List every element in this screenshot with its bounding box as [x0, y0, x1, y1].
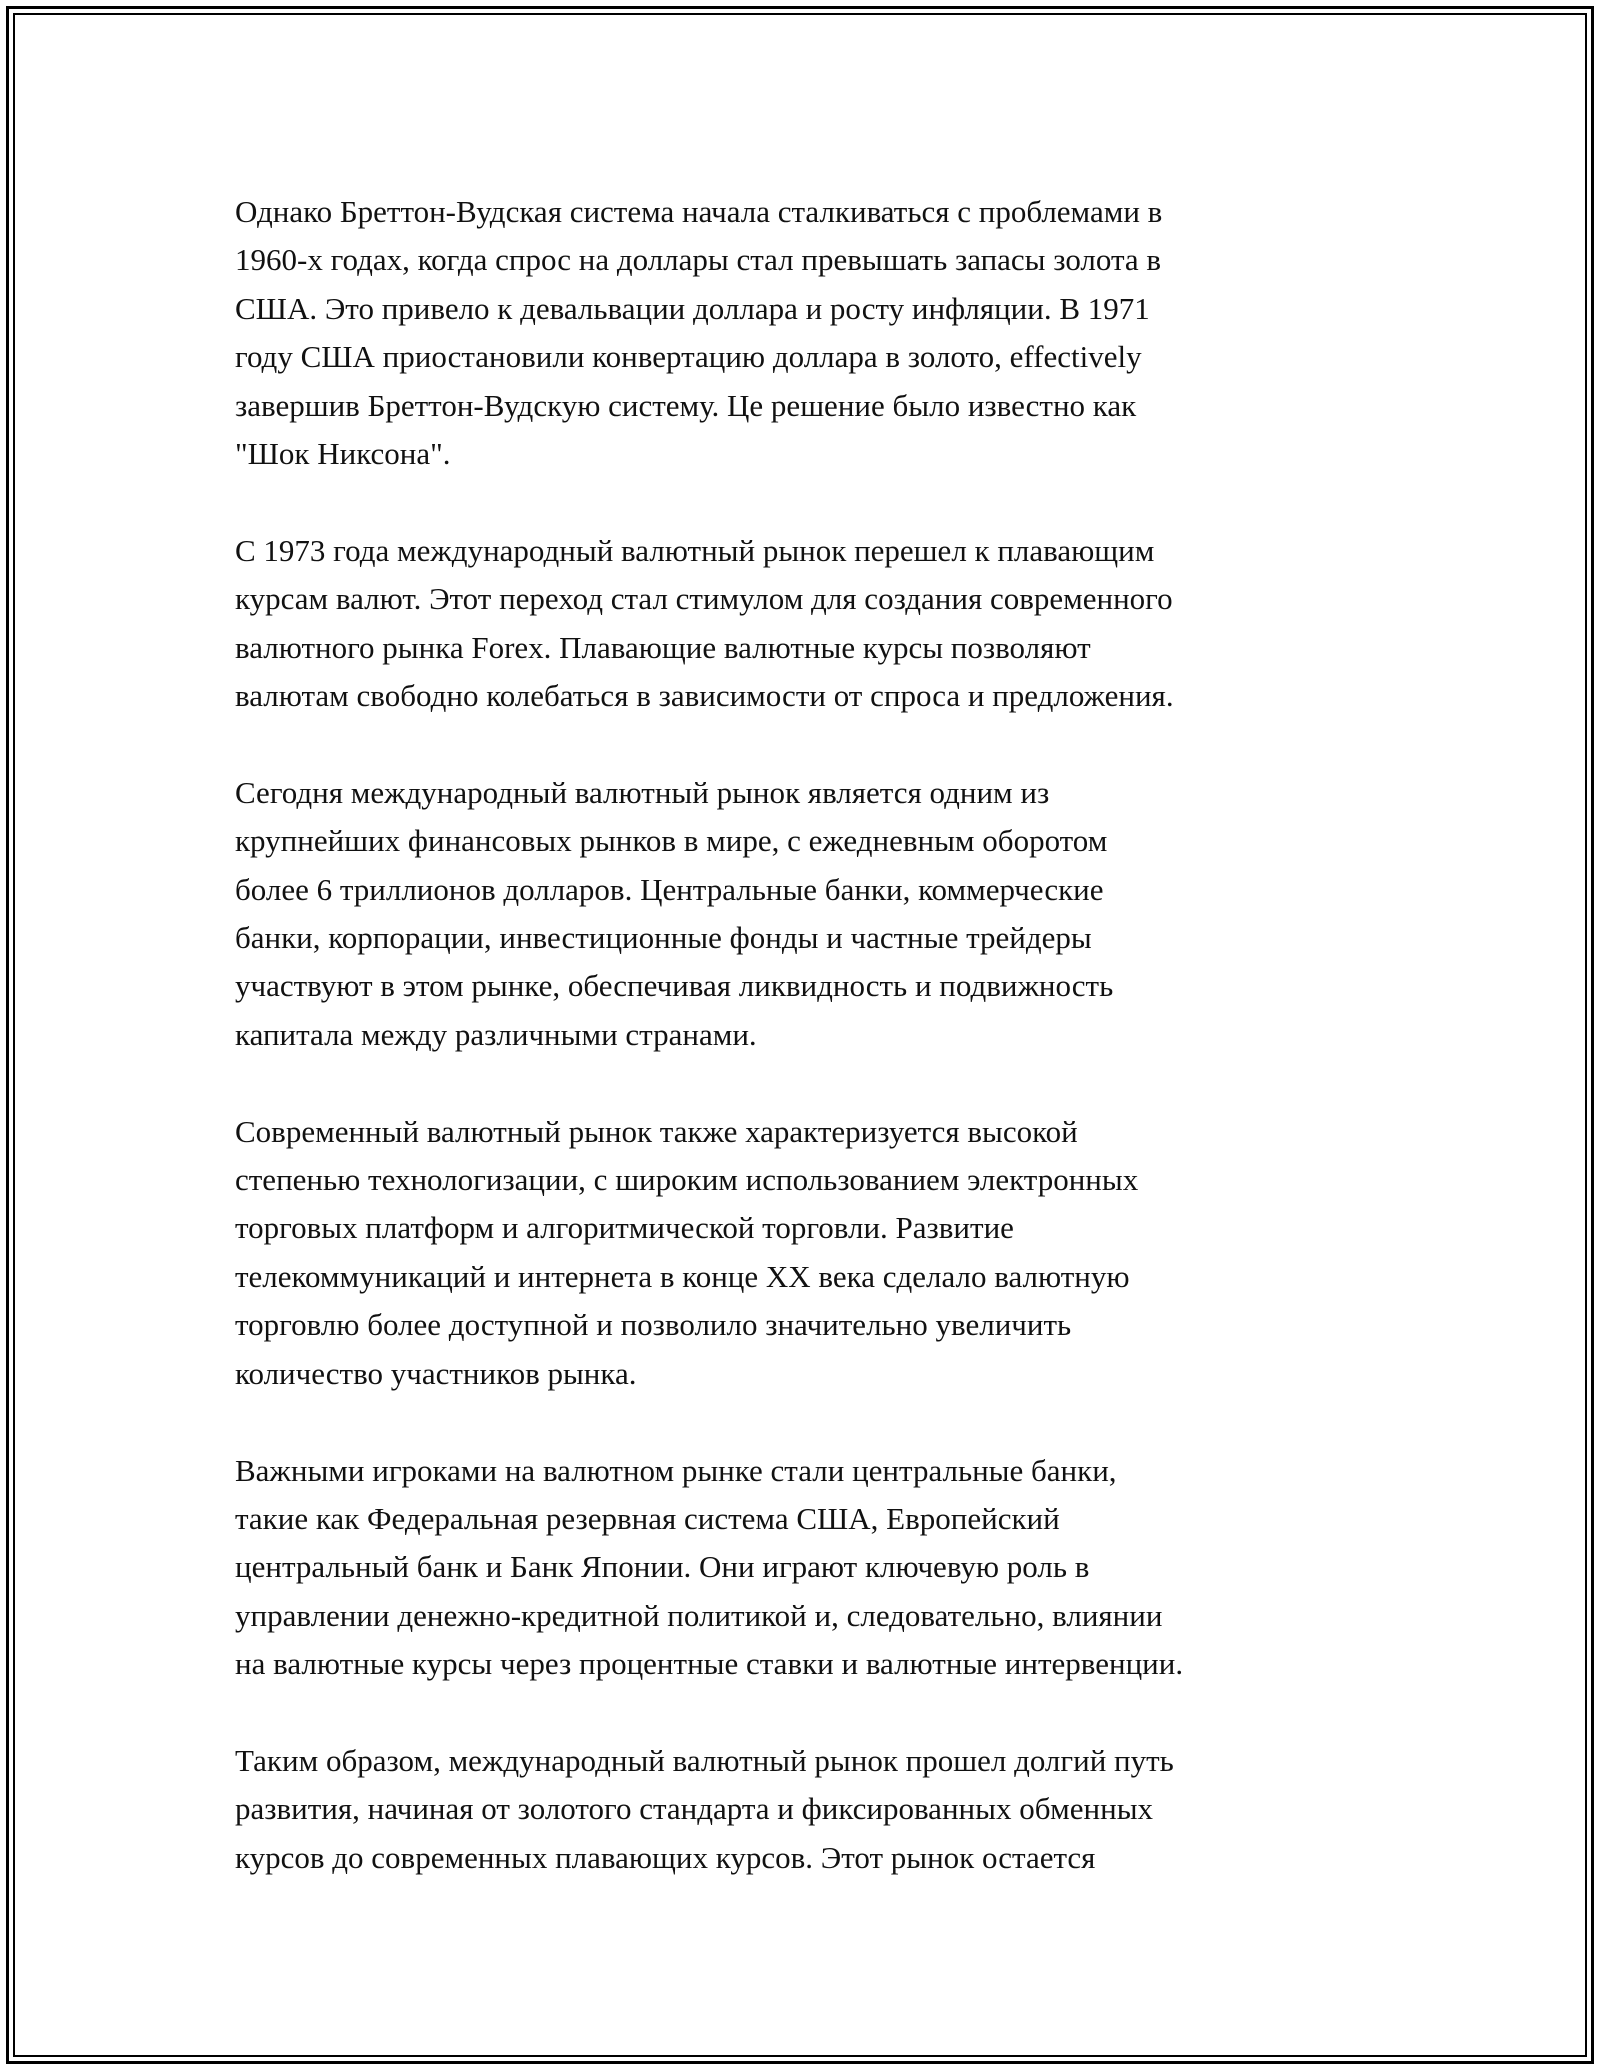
- text-line: Однако Бреттон-Вудская система начала сталкиваться с проблемами в: [235, 194, 1163, 229]
- text-line: завершив Бреттон-Вудскую систему. Це решение было известно как: [235, 387, 1137, 423]
- paragraph-technology: [235, 1108, 1415, 1398]
- paragraph-bretton-woods-collapse: [235, 188, 1415, 478]
- text-line: развития, начиная от золотого стандарта и фиксированных обменных: [235, 1791, 1154, 1827]
- text-line: валютного рынка Forex. Плавающие валютные курсы позволяют: [235, 629, 1091, 665]
- text-line: Таким образом, международный валютный рынок прошел долгий путь: [235, 1742, 1174, 1778]
- text-line: курсов до современных плавающих курсов. Этот рынок остается: [235, 1839, 1096, 1875]
- text-line: капитала между различными странами.: [235, 1016, 757, 1052]
- text-line: "Шок Никсона".: [235, 436, 451, 472]
- paragraph-conclusion: [235, 1737, 1415, 1882]
- text-line: Современный валютный рынок также характеризуется высокой: [235, 1113, 1078, 1149]
- text-line: 1960-х годах, когда спрос на доллары стал превышать запасы золота в: [235, 242, 1162, 278]
- text-line: банки, корпорации, инвестиционные фонды и частные трейдеры: [235, 920, 1092, 956]
- text-line: торговых платформ и алгоритмической торговли. Развитие: [235, 1210, 1014, 1246]
- paragraph-central-banks: [235, 1447, 1415, 1689]
- text-line: такие как Федеральная резервная система США, Европейский: [235, 1500, 1060, 1536]
- text-line: участвуют в этом рынке, обеспечивая ликвидность и подвижность: [235, 968, 1114, 1004]
- text-line: Важными игроками на валютном рынке стали центральные банки,: [235, 1452, 1117, 1488]
- text-line: управлении денежно-кредитной политикой и, следовательно, влиянии: [235, 1597, 1163, 1633]
- text-line: более 6 триллионов долларов. Центральные банки, коммерческие: [235, 871, 1104, 907]
- text-line: валютам свободно колебаться в зависимости от спроса и предложения.: [235, 678, 1174, 714]
- text-line: году США приостановили конвертацию доллара в золото, effectively: [235, 339, 1142, 375]
- text-line: Сегодня международный валютный рынок является одним из: [235, 774, 1050, 810]
- text-line: крупнейших финансовых рынков в мире, с ежедневным оборотом: [235, 823, 1108, 859]
- text-line: количество участников рынка.: [235, 1355, 637, 1391]
- text-line: США. Это привело к девальвации доллара и росту инфляции. В 1971: [235, 290, 1150, 326]
- paragraph-floating-rates: [235, 527, 1415, 721]
- text-line: курсам валют. Этот переход стал стимулом для создания современного: [235, 581, 1173, 617]
- text-line: центральный банк и Банк Японии. Они играют ключевую роль в: [235, 1549, 1090, 1585]
- text-line: телекоммуникаций и интернета в конце XX века сделало валютную: [235, 1258, 1130, 1294]
- text-line: на валютные курсы через процентные ставки и валютные интервенции.: [235, 1646, 1184, 1682]
- text-line: С 1973 года международный валютный рынок перешел к плавающим: [235, 532, 1155, 568]
- text-line: торговлю более доступной и позволило значительно увеличить: [235, 1307, 1072, 1343]
- document-body: [235, 188, 1415, 1931]
- paragraph-market-today: [235, 769, 1415, 1059]
- text-line: степенью технологизации, с широким использованием электронных: [235, 1162, 1139, 1198]
